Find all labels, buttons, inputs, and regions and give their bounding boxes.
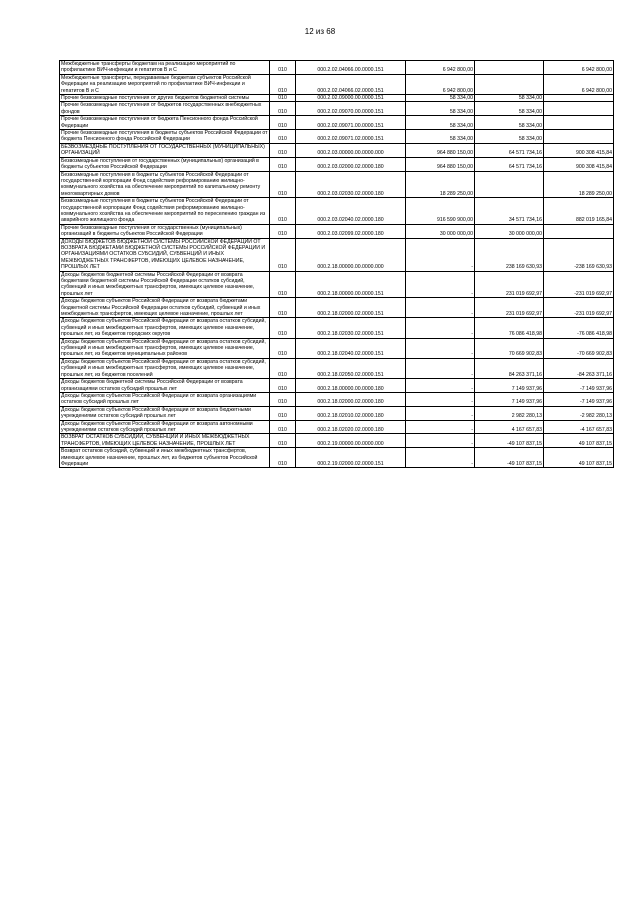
row-approved-cell: - (406, 448, 475, 468)
row-unexecuted-cell: -238 169 630,93 (544, 238, 614, 271)
row-approved-cell: - (406, 298, 475, 318)
row-approved-cell: - (406, 238, 475, 271)
row-unexecuted-cell: 49 107 837,15 (544, 448, 614, 468)
row-line-code-cell: 010 (270, 224, 296, 238)
row-income-code-cell: 000.2.18.00000.00.0000.180 (296, 379, 406, 393)
row-name-cell: БЕЗВОЗМЕЗДНЫЕ ПОСТУПЛЕНИЯ ОТ ГОСУДАРСТВЕННЫХ (МУНИЦИПАЛЬНЫХ) ОРГАНИЗАЦИЙ (60, 143, 270, 157)
row-income-code-cell: 000.2.18.02040.02.0000.151 (296, 338, 406, 358)
row-name-cell: ДОХОДЫ БЮДЖЕТОВ БЮДЖЕТНОЙ СИСТЕМЫ РОССИЙСКОЙ ФЕДЕРАЦИИ ОТ ВОЗВРАТА БЮДЖЕТАМИ БЮДЖЕТНОЙ СИСТЕМЫ РОССИЙСКОЙ ФЕДЕРАЦИИ И ОРГАНИЗАЦИЯМИ ОСТАТКОВ СУБСИДИЙ, СУБВЕНЦИЙ И ИНЫХ МЕЖБЮДЖЕТНЫХ ТРАНСФЕРТОВ, ИМЕЮЩИХ ЦЕЛЕВОЕ НАЗНАЧЕНИЕ, ПРОШЛЫХ ЛЕТ (60, 238, 270, 271)
row-approved-cell: - (406, 271, 475, 298)
row-name-cell: Прочие безвозмездные поступления в бюджеты субъектов Российской Федерации от бюджета Пенсионного фонда Российской Федерации (60, 130, 270, 144)
row-approved-cell: - (406, 392, 475, 406)
row-income-code-cell: 000.2.19.02000.02.0000.151 (296, 448, 406, 468)
row-name-cell: Доходы бюджетов субъектов Российской Федерации от возврата бюджетами бюджетной системы Российской Федерации остатков субсидий, субвенций и иных межбюджетных трансфертов, имеющих целевое назначение, прошлых лет (60, 298, 270, 318)
row-executed-cell (475, 74, 544, 94)
row-executed-cell: 58 334,00 (475, 95, 544, 102)
row-name-cell: Доходы бюджетов субъектов Российской Федерации от возврата остатков субсидий, субвенций и иных межбюджетных трансфертов, имеющих целевое назначение, прошлых лет, из бюджетов поселений (60, 358, 270, 378)
row-income-code-cell: 000.2.02.09000.00.0000.151 (296, 95, 406, 102)
row-income-code-cell: 000.2.02.09070.00.0000.151 (296, 102, 406, 116)
row-approved-cell: 58 334,00 (406, 130, 475, 144)
row-income-code-cell: 000.2.19.00000.00.0000.000 (296, 434, 406, 448)
row-line-code-cell: 010 (270, 298, 296, 318)
row-executed-cell: 7 149 937,96 (475, 392, 544, 406)
row-line-code-cell: 010 (270, 171, 296, 198)
row-unexecuted-cell: 882 019 165,84 (544, 198, 614, 225)
row-executed-cell: 231 019 692,97 (475, 271, 544, 298)
row-executed-cell: -49 107 837,15 (475, 448, 544, 468)
row-line-code-cell: 010 (270, 420, 296, 434)
row-income-code-cell: 000.2.18.00000.00.0000.151 (296, 271, 406, 298)
table-row (60, 406, 614, 420)
row-line-code-cell: 010 (270, 406, 296, 420)
row-income-code-cell: 000.2.18.02000.02.0000.151 (296, 298, 406, 318)
row-approved-cell: - (406, 434, 475, 448)
row-name-cell: Доходы бюджетов субъектов Российской Федерации от возврата остатков субсидий, субвенций и иных межбюджетных трансфертов, имеющих целевое назначение, прошлых лет, из бюджетов городских округов (60, 318, 270, 338)
row-executed-cell: 2 982 280,13 (475, 406, 544, 420)
row-approved-cell: - (406, 358, 475, 378)
row-unexecuted-cell (544, 95, 614, 102)
row-executed-cell: 70 669 902,83 (475, 338, 544, 358)
row-unexecuted-cell: 6 942 800,00 (544, 61, 614, 75)
row-executed-cell: 34 571 734,16 (475, 198, 544, 225)
row-unexecuted-cell: -4 167 657,83 (544, 420, 614, 434)
row-executed-cell: 58 334,00 (475, 102, 544, 116)
row-approved-cell: 18 289 250,00 (406, 171, 475, 198)
row-unexecuted-cell: 900 308 415,84 (544, 143, 614, 157)
table-row (60, 238, 614, 271)
row-line-code-cell: 010 (270, 130, 296, 144)
row-name-cell: Межбюджетные трансферты, передаваемые бюджетам субъектов Российской Федерации на реализацию мероприятий по профилактике ВИЧ-инфекции и гепатитов B и C (60, 74, 270, 94)
row-income-code-cell: 000.2.03.02030.02.0000.180 (296, 171, 406, 198)
row-income-code-cell: 000.2.02.09071.00.0000.151 (296, 116, 406, 130)
row-name-cell: Прочие безвозмездные поступления от бюджетов государственных внебюджетных фондов (60, 102, 270, 116)
table-row (60, 102, 614, 116)
row-line-code-cell: 010 (270, 95, 296, 102)
row-unexecuted-cell: -70 669 902,83 (544, 338, 614, 358)
row-approved-cell: 58 334,00 (406, 95, 475, 102)
row-name-cell: Доходы бюджетов субъектов Российской Федерации от возврата автономными учреждениями остатков субсидий прошлых лет (60, 420, 270, 434)
row-line-code-cell: 010 (270, 392, 296, 406)
row-executed-cell: 64 571 734,16 (475, 143, 544, 157)
row-line-code-cell: 010 (270, 434, 296, 448)
row-income-code-cell: 000.2.18.00000.00.0000.000 (296, 238, 406, 271)
row-approved-cell: - (406, 318, 475, 338)
row-approved-cell: 916 590 900,00 (406, 198, 475, 225)
row-line-code-cell: 010 (270, 74, 296, 94)
row-unexecuted-cell (544, 130, 614, 144)
table-row (60, 392, 614, 406)
row-income-code-cell: 000.2.02.04066.02.0000.151 (296, 74, 406, 94)
table-row (60, 157, 614, 171)
row-name-cell: Безвозмездные поступления от государственных (муниципальных) организаций в бюджеты субъектов Российской Федерации (60, 157, 270, 171)
row-name-cell: Прочие безвозмездные поступления от бюджета Пенсионного фонда Российской Федерации (60, 116, 270, 130)
row-unexecuted-cell (544, 116, 614, 130)
row-executed-cell (475, 171, 544, 198)
row-approved-cell: 58 334,00 (406, 102, 475, 116)
row-executed-cell: 30 000 000,00 (475, 224, 544, 238)
row-name-cell: Доходы бюджетов субъектов Российской Федерации от возврата организациями остатков субсидий прошлых лет (60, 392, 270, 406)
row-line-code-cell: 010 (270, 116, 296, 130)
table-row (60, 171, 614, 198)
row-approved-cell: - (406, 379, 475, 393)
row-name-cell: Прочие безвозмездные поступления от государственных (муниципальных) организаций в бюджеты субъектов Российской Федерации (60, 224, 270, 238)
table-row (60, 74, 614, 94)
table-row (60, 434, 614, 448)
row-line-code-cell: 010 (270, 102, 296, 116)
table-row (60, 198, 614, 225)
row-line-code-cell: 010 (270, 448, 296, 468)
row-line-code-cell: 010 (270, 271, 296, 298)
row-executed-cell: -49 107 837,15 (475, 434, 544, 448)
row-name-cell: Доходы бюджетов бюджетной системы Российской Федерации от возврата организациями остатков субсидий прошлых лет (60, 379, 270, 393)
row-unexecuted-cell: 49 107 837,15 (544, 434, 614, 448)
table-row (60, 298, 614, 318)
row-executed-cell: 64 571 734,16 (475, 157, 544, 171)
row-line-code-cell: 010 (270, 143, 296, 157)
row-approved-cell: - (406, 406, 475, 420)
row-line-code-cell: 010 (270, 358, 296, 378)
row-line-code-cell: 010 (270, 318, 296, 338)
row-income-code-cell: 000.2.18.02050.02.0000.151 (296, 358, 406, 378)
row-line-code-cell: 010 (270, 157, 296, 171)
row-income-code-cell: 000.2.02.09071.02.0000.151 (296, 130, 406, 144)
row-unexecuted-cell: -84 263 371,16 (544, 358, 614, 378)
row-income-code-cell: 000.2.18.02020.02.0000.180 (296, 420, 406, 434)
table-row (60, 130, 614, 144)
table-row (60, 338, 614, 358)
row-unexecuted-cell (544, 224, 614, 238)
row-executed-cell: 7 149 937,96 (475, 379, 544, 393)
table-row (60, 116, 614, 130)
revenue-table (59, 60, 614, 468)
row-unexecuted-cell (544, 102, 614, 116)
row-unexecuted-cell: -2 982 280,13 (544, 406, 614, 420)
row-income-code-cell: 000.2.03.00000.00.0000.000 (296, 143, 406, 157)
row-unexecuted-cell: 900 308 415,84 (544, 157, 614, 171)
table-row (60, 271, 614, 298)
row-name-cell: Безвозмездные поступления в бюджеты субъектов Российской Федерации от государственной корпорации Фонд содействия реформированию жилищно-коммунального хозяйства на обеспечение мероприятий по капитальному ремонту многоквартирных домов (60, 171, 270, 198)
row-unexecuted-cell: -7 149 937,96 (544, 392, 614, 406)
table-row (60, 448, 614, 468)
row-income-code-cell: 000.2.18.02030.02.0000.151 (296, 318, 406, 338)
row-approved-cell: 6 942 800,00 (406, 61, 475, 75)
table-row (60, 61, 614, 75)
row-line-code-cell: 010 (270, 338, 296, 358)
row-approved-cell: 58 334,00 (406, 116, 475, 130)
table-row (60, 358, 614, 378)
row-unexecuted-cell: 18 289 250,00 (544, 171, 614, 198)
row-income-code-cell: 000.2.03.02040.02.0000.180 (296, 198, 406, 225)
row-line-code-cell: 010 (270, 238, 296, 271)
row-approved-cell: 6 942 800,00 (406, 74, 475, 94)
row-approved-cell: - (406, 338, 475, 358)
row-income-code-cell: 000.2.18.02000.02.0000.180 (296, 392, 406, 406)
row-unexecuted-cell: -7 149 937,96 (544, 379, 614, 393)
revenue-table-body (60, 61, 614, 468)
row-name-cell: Прочие безвозмездные поступления от других бюджетов бюджетной системы (60, 95, 270, 102)
row-executed-cell: 238 169 630,93 (475, 238, 544, 271)
row-name-cell: Доходы бюджетов бюджетной системы Российской Федерации от возврата бюджетами бюджетной системы Российской Федерации остатков субсидий, субвенций и иных межбюджетных трансфертов, имеющих целевое назначение, прошлых лет (60, 271, 270, 298)
row-approved-cell: - (406, 420, 475, 434)
row-executed-cell: 58 334,00 (475, 116, 544, 130)
row-income-code-cell: 000.2.03.02099.02.0000.180 (296, 224, 406, 238)
table-row (60, 95, 614, 102)
table-row (60, 143, 614, 157)
table-row (60, 379, 614, 393)
row-approved-cell: 964 880 150,00 (406, 157, 475, 171)
table-row (60, 224, 614, 238)
row-executed-cell: 4 167 657,83 (475, 420, 544, 434)
row-name-cell: Безвозмездные поступления в бюджеты субъектов Российской Федерации от государственной корпорации Фонд содействия реформированию жилищно-коммунального хозяйства на обеспечение мероприятий по переселению граждан из аварийного жилищного фонда (60, 198, 270, 225)
row-line-code-cell: 010 (270, 379, 296, 393)
row-income-code-cell: 000.2.18.02010.02.0000.180 (296, 406, 406, 420)
row-line-code-cell: 010 (270, 198, 296, 225)
row-executed-cell: 58 334,00 (475, 130, 544, 144)
row-name-cell: Возврат остатков субсидий, субвенций и иных межбюджетных трансфертов, имеющих целевое назначение, прошлых лет, из бюджетов субъектов Российской Федерации (60, 448, 270, 468)
row-approved-cell: 964 880 150,00 (406, 143, 475, 157)
row-unexecuted-cell: -231 019 692,97 (544, 271, 614, 298)
row-unexecuted-cell: -231 019 692,97 (544, 298, 614, 318)
row-name-cell: ВОЗВРАТ ОСТАТКОВ СУБСИДИЙ, СУБВЕНЦИЙ И ИНЫХ МЕЖБЮДЖЕТНЫХ ТРАНСФЕРТОВ, ИМЕЮЩИХ ЦЕЛЕВОЕ НАЗНАЧЕНИЕ, ПРОШЛЫХ ЛЕТ (60, 434, 270, 448)
table-row (60, 318, 614, 338)
row-executed-cell: 231 019 692,97 (475, 298, 544, 318)
row-name-cell: Доходы бюджетов субъектов Российской Федерации от возврата остатков субсидий, субвенций и иных межбюджетных трансфертов, имеющих целевое назначение, прошлых лет, из бюджетов муниципальных районов (60, 338, 270, 358)
table-row (60, 420, 614, 434)
row-unexecuted-cell: -76 086 418,98 (544, 318, 614, 338)
row-income-code-cell: 000.2.02.04066.00.0000.151 (296, 61, 406, 75)
row-income-code-cell: 000.2.03.02000.02.0000.180 (296, 157, 406, 171)
row-approved-cell: 30 000 000,00 (406, 224, 475, 238)
row-executed-cell: 76 086 418,98 (475, 318, 544, 338)
row-line-code-cell: 010 (270, 61, 296, 75)
row-executed-cell: 84 263 371,16 (475, 358, 544, 378)
page-number: 12 из 68 (304, 27, 336, 36)
row-unexecuted-cell: 6 942 800,00 (544, 74, 614, 94)
row-name-cell: Доходы бюджетов субъектов Российской Федерации от возврата бюджетными учреждениями остатков субсидий прошлых лет (60, 406, 270, 420)
row-executed-cell (475, 61, 544, 75)
row-name-cell: Межбюджетные трансферты бюджетам на реализацию мероприятий по профилактике ВИЧ-инфекции и гепатитов B и C (60, 61, 270, 75)
